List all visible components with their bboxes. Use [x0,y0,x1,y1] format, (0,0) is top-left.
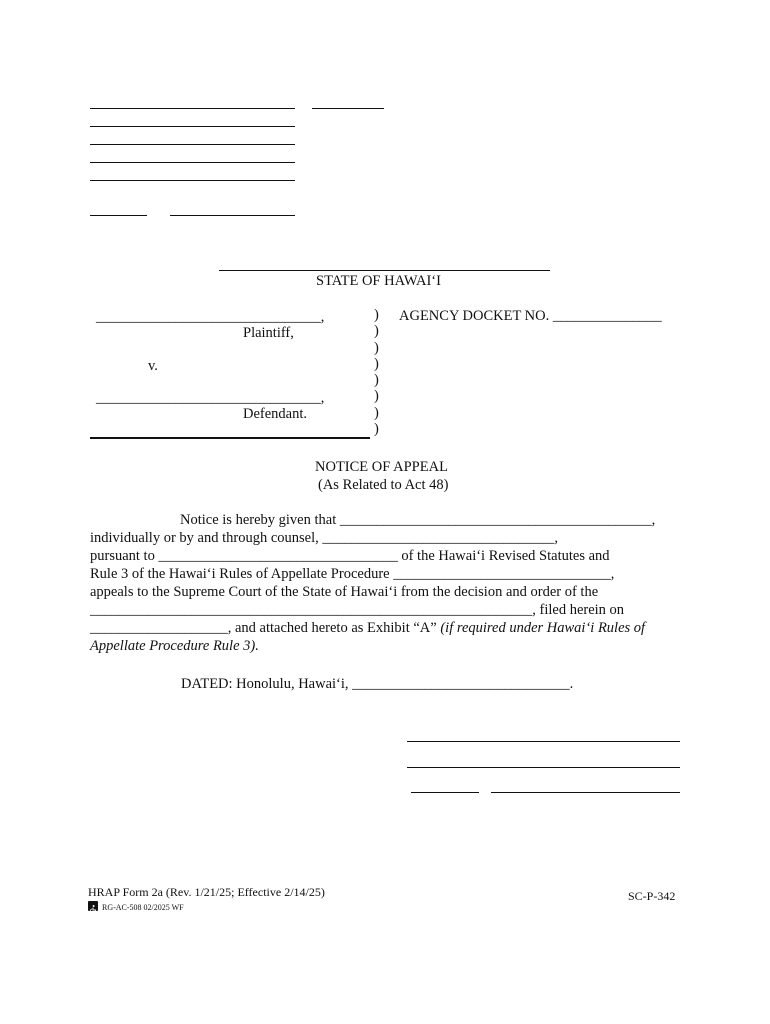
court-name-line[interactable] [219,270,550,271]
accessibility-icon [88,901,98,911]
plaintiff-label: Plaintiff, [243,325,294,341]
agency-docket-label[interactable]: AGENCY DOCKET NO. _______________ [399,308,662,324]
defendant-name-line[interactable]: _______________________________, [96,390,325,406]
versus-label: v. [148,358,158,374]
attorney-address-line-3[interactable] [90,162,295,163]
attorney-name-line[interactable] [90,108,295,109]
signature-line-3a[interactable] [411,792,479,793]
body-line-6[interactable]: _____________________________________________________________, filed herein on [90,602,625,618]
signature-line-1[interactable] [407,741,680,742]
signature-line-3b[interactable] [491,792,680,793]
body-line-2[interactable]: individually or by and through counsel, ________________________________, [90,530,558,546]
signature-line-2[interactable] [407,767,680,768]
body-line-5: appeals to the Supreme Court of the State of Hawai‘i from the decision and order of the [90,584,599,600]
caption-divider: ) ) ) ) ) ) ) ) [374,307,379,438]
party-block-bottom-line [90,437,370,439]
attorney-address-line-2[interactable] [90,144,295,145]
attorney-address-line-1[interactable] [90,126,295,127]
body-line-7[interactable]: ___________________, and attached hereto as Exhibit “A” (if required under Hawai‘i Rules of [90,620,646,636]
body-line-4[interactable]: Rule 3 of the Hawai‘i Rules of Appellate Procedure ______________________________, [90,566,615,582]
attorney-number-line[interactable] [312,108,384,109]
attorney-short-line[interactable] [90,215,147,216]
state-heading: STATE OF HAWAI‘I [316,273,441,289]
document-title: NOTICE OF APPEAL [315,459,448,475]
attorney-contact-line[interactable] [170,215,295,216]
body-line-8: Appellate Procedure Rule 3). [90,638,259,654]
body-line-3[interactable]: pursuant to _________________________________ of the Hawai‘i Revised Statutes and [90,548,610,564]
rg-code-footer: RG-AC-508 02/2025 WF [102,903,184,912]
form-revision-footer: HRAP Form 2a (Rev. 1/21/25; Effective 2/14/25) [88,885,325,899]
form-code-footer: SC-P-342 [628,889,676,903]
document-subtitle: (As Related to Act 48) [318,477,449,493]
dated-line[interactable]: DATED: Honolulu, Hawai‘i, ______________________________. [181,676,574,692]
notice-body [90,511,690,655]
body-line-1[interactable]: Notice is hereby given that ___________________________________________, [180,512,656,528]
plaintiff-name-line[interactable]: _______________________________, [96,309,325,325]
attorney-address-line-4[interactable] [90,180,295,181]
defendant-label: Defendant. [243,406,308,422]
